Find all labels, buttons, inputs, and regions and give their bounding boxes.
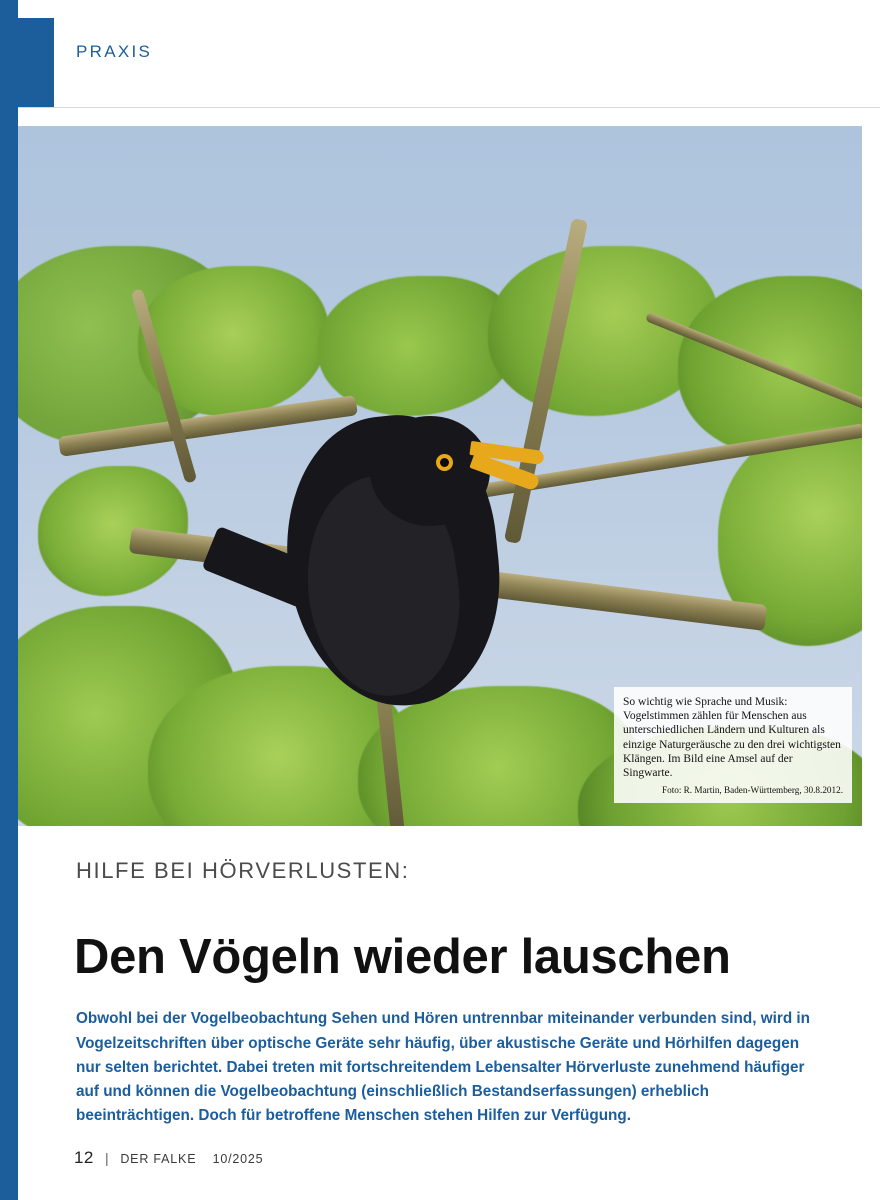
article-kicker: HILFE BEI HÖRVERLUSTEN: <box>76 858 410 883</box>
page-number: 12 <box>74 1148 94 1167</box>
header-divider <box>18 107 880 108</box>
blackbird-eye <box>440 458 449 467</box>
article-lede: Obwohl bei der Vogelbeobachtung Sehen und Hören untrennbar miteinander verbunden sind, wird in Vogelzeitschriften über optische Geräte sehr häufig, über akustische Geräte und Hörhilfen dagegen nur selten berichtet. Dabei treten mit fortschreitendem Lebensalter Hörverluste zunehmend häufiger auf und können die Vogelbeobachtung (einschließlich Bestandserfassungen) erheblich beeinträchtigen. Doch für betroffene Menschen stehen Hilfen zur Verfügung. <box>76 1010 811 1125</box>
photo-caption-text: So wichtig wie Sprache und Musik: Vogelstimmen zählen für Menschen aus unterschiedlichen Ländern und Kulturen als einzige Naturgeräusche zu den drei wichtigsten Klängen. Im Bild eine Amsel auf der Singwarte. <box>623 696 841 780</box>
section-tab-block <box>18 18 54 108</box>
blackbird-head <box>370 416 490 526</box>
page-footer <box>74 1148 263 1168</box>
photo-caption-box <box>614 687 852 803</box>
issue-number: 10/2025 <box>212 1152 264 1166</box>
hero-photo <box>18 126 862 826</box>
page-header <box>18 0 880 108</box>
section-label: PRAXIS <box>76 42 153 61</box>
publication-name: DER FALKE <box>120 1152 197 1166</box>
page-spine-accent <box>0 0 18 1200</box>
photo-credit: Foto: R. Martin, Baden-Württemberg, 30.8.2012. <box>661 785 843 796</box>
article-headline: Den Vögeln wieder lauschen <box>74 929 731 984</box>
footer-separator: | <box>105 1150 110 1166</box>
